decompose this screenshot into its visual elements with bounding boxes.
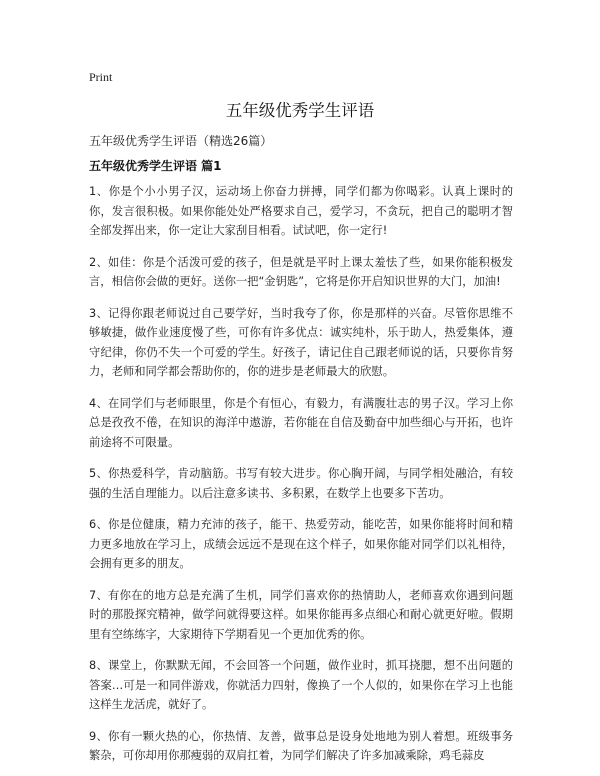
section-heading: 五年级优秀学生评语 篇1 [89, 159, 222, 173]
comment-paragraph: 1、你是个小小男子汉，运动场上你奋力拼搏，同学们都为你喝彩。认真上课时的你，发言很积极。如果你能处处严格要求自己，爱学习，不贪玩，把自己的聪明才智全部发挥出来，你一定让大家刮目相看。试试吧，你一定行! [89, 185, 513, 237]
comment-paragraph: 2、如佳：你是个活泼可爱的孩子，但是就是平时上课太羞怯了些，如果你能积极发言，相信你会做的更好。送你一把“金钥匙”，它将是你开启知识世界的大门，加油! [89, 255, 513, 288]
comment-paragraph: 5、你热爱科学，肯动脑筋。书写有较大进步。你心胸开阔，与同学相处融洽，有较强的生活自理能力。以后注意多读书、多积累，在数学上也要多下苦功。 [89, 467, 513, 500]
comment-paragraph: 9、你有一颗火热的心，你热情、友善，做事总是设身处地地为别人着想。班级事务繁杂，可你却用你那瘦弱的双肩扛着，为同学们解决了许多加减乘除，鸡毛蒜皮 [89, 729, 513, 762]
print-link[interactable]: Print [89, 70, 113, 84]
comment-paragraph: 7、有你在的地方总是充满了生机，同学们喜欢你的热情助人，老师喜欢你遇到问题时的那股探究精神，做学问就得要这样。如果你能再多点细心和耐心就更好啦。假期里有空练练字，大家期待下学期看见一个更加优秀的你。 [89, 588, 513, 641]
document-body [89, 182, 513, 776]
document-subtitle: 五年级优秀学生评语（精选26篇） [89, 134, 273, 148]
comment-paragraph: 6、你是位健康，精力充沛的孩子，能干、热爱劳动，能吃苦，如果你能将时间和精力更多地放在学习上，成绩会远远不是现在这个样子，如果你能对同学们以礼相待，会拥有更多的朋友。 [89, 518, 513, 570]
comment-paragraph: 4、在同学们与老师眼里，你是个有恒心，有毅力，有满腹壮志的男子汉。学习上你总是孜孜不倦，在知识的海洋中遨游，若你能在自信及勤奋中加些细心与开拓，也许前途将不可限量。 [89, 396, 513, 449]
comment-paragraph: 3、记得你跟老师说过自己要学好，当时我夸了你，你是那样的兴奋。尽管你思维不够敏捷，做作业速度慢了些，可你有许多优点：诚实纯朴，乐于助人，热爱集体，遵守纪律，你仍不失一个可爱的学生。好孩子，请记住自己跟老师说的话，只要你肯努力，老师和同学都会帮助你的，你的进步是老师最大的欣慰。 [89, 306, 513, 378]
page-title: 五年级优秀学生评语 [225, 101, 375, 120]
comment-paragraph: 8、课堂上，你默默无闻，不会回答一个问题，做作业时，抓耳挠腮，想不出问题的答案…可是一和同伴游戏，你就活力四射，像换了一个人似的，如果你在学习上也能这样生龙活虎，就好了。 [89, 659, 513, 711]
